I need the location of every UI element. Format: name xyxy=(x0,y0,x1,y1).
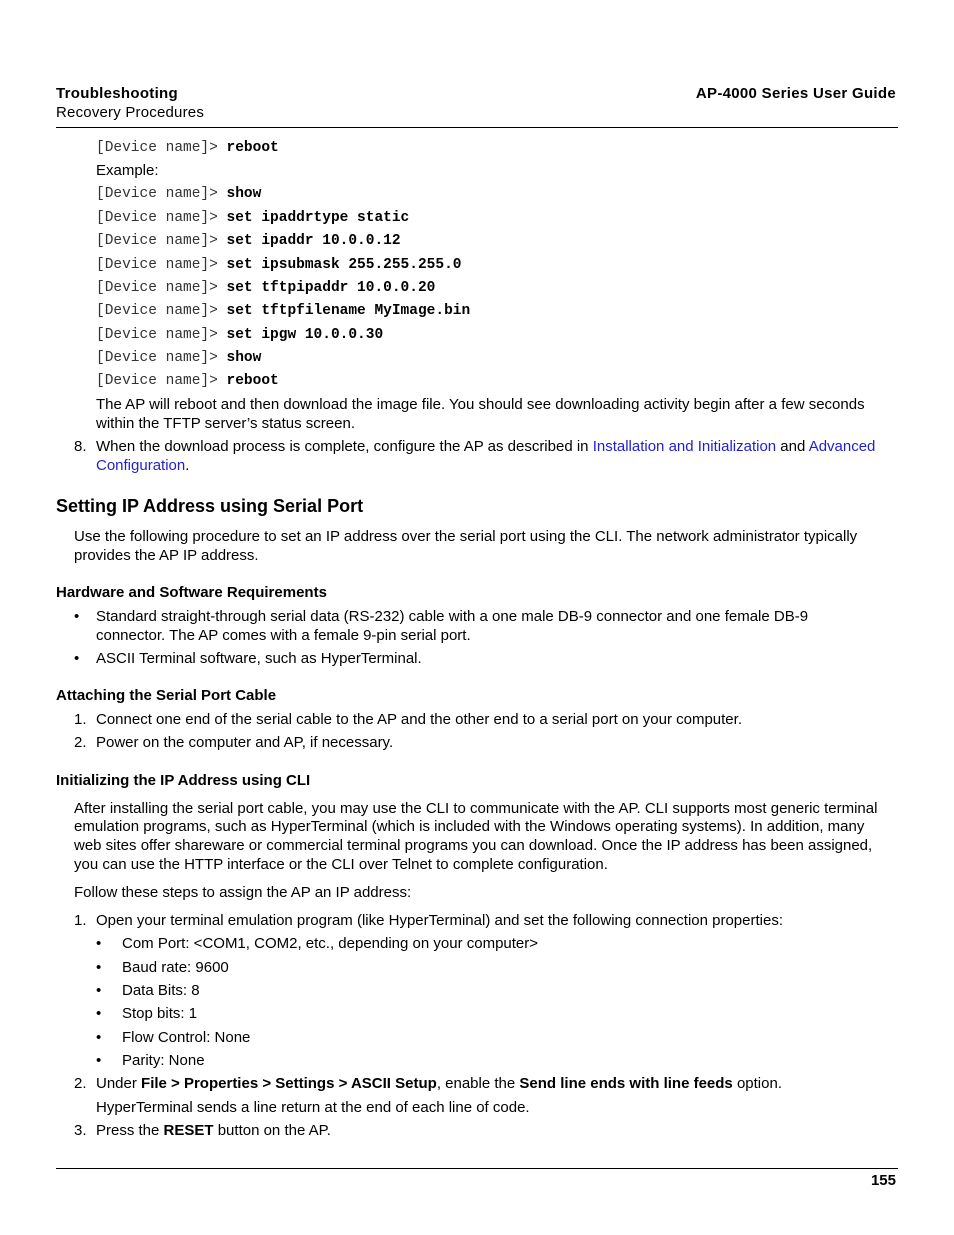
code-line-reboot-top xyxy=(96,140,279,156)
step-number: 2. xyxy=(74,734,87,751)
step3-text-c: button on the AP. xyxy=(213,1122,331,1139)
code-prompt: [Device name]> xyxy=(96,280,218,296)
paragraph-line: After installing the serial port cable, you may use the CLI to communicate with the AP. CLI supports most generic terminal xyxy=(74,800,878,817)
step2-text-a: Under xyxy=(96,1075,142,1092)
bullet: • xyxy=(96,1052,102,1069)
code-command: set tftpfilename MyImage.bin xyxy=(226,303,471,319)
step2-text-c: , enable the xyxy=(436,1075,520,1092)
step-number: 8. xyxy=(74,438,87,455)
subsection-title-hw: Hardware and Software Requirements xyxy=(56,584,327,601)
list-item: Connect one end of the serial cable to the AP and the other end to a serial port on your computer. xyxy=(96,711,742,728)
code-prompt: [Device name]> xyxy=(96,303,218,319)
list-item xyxy=(96,1075,782,1092)
step3-text-a: Press the xyxy=(96,1122,164,1139)
paragraph-line: you can use the HTTP interface or the CLI over Telnet to complete configuration. xyxy=(74,856,608,873)
paragraph-line: emulation programs, such as HyperTerminal (which is included with the Windows operating systems). In addition, many xyxy=(74,818,865,835)
step8-text xyxy=(96,438,875,455)
header-section: Troubleshooting xyxy=(56,85,178,102)
step-number: 1. xyxy=(74,711,87,728)
bullet: • xyxy=(74,650,80,667)
code-command: set ipaddr 10.0.0.12 xyxy=(226,233,401,249)
bullet: • xyxy=(96,1029,102,1046)
link-installation-initialization[interactable]: Installation and Initialization xyxy=(592,438,777,455)
header-subsection: Recovery Procedures xyxy=(56,104,205,121)
page-number: 155 xyxy=(870,1172,896,1189)
step8-text-cont xyxy=(96,457,189,474)
list-item: Power on the computer and AP, if necessary. xyxy=(96,734,394,751)
bullet: • xyxy=(96,982,102,999)
property-item: Baud rate: 9600 xyxy=(122,959,229,976)
code-prompt: [Device name]> xyxy=(96,233,218,249)
example-label: Example: xyxy=(96,162,159,179)
code-line xyxy=(96,210,409,226)
list-item xyxy=(96,1122,331,1139)
code-command: reboot xyxy=(226,140,279,156)
code-prompt: [Device name]> xyxy=(96,257,218,273)
header-guide-title: AP-4000 Series User Guide xyxy=(695,85,896,102)
code-line xyxy=(96,186,261,202)
property-item: Stop bits: 1 xyxy=(122,1005,198,1022)
step8-text-c: . xyxy=(185,457,190,474)
bullet: • xyxy=(74,608,80,625)
bullet: • xyxy=(96,935,102,952)
code-line xyxy=(96,350,261,366)
list-item: ASCII Terminal software, such as HyperTerminal. xyxy=(96,650,422,667)
code-command: set tftpipaddr 10.0.0.20 xyxy=(226,280,436,296)
code-prompt: [Device name]> xyxy=(96,210,218,226)
paragraph-line: web sites offer shareware or commercial terminal programs you can download. Once the IP address has been assigned, xyxy=(74,837,873,854)
list-item: Standard straight-through serial data (RS-232) cable with a one male DB-9 connector and one female DB-9 xyxy=(96,608,809,625)
code-line xyxy=(96,233,401,249)
reboot-note-line: The AP will reboot and then download the image file. You should see downloading activity begin after a few seconds xyxy=(96,396,865,413)
property-item: Data Bits: 8 xyxy=(122,982,200,999)
step-number: 1. xyxy=(74,912,87,929)
subsection-title-init-cli: Initializing the IP Address using CLI xyxy=(56,772,311,789)
property-item: Parity: None xyxy=(122,1052,205,1069)
code-prompt: [Device name]> xyxy=(96,350,218,366)
code-command: show xyxy=(226,350,262,366)
header-rule xyxy=(56,127,898,128)
step8-text-a: When the download process is complete, configure the AP as described in xyxy=(96,438,593,455)
code-command: set ipaddrtype static xyxy=(226,210,410,226)
code-line xyxy=(96,303,470,319)
subsection-title-attach: Attaching the Serial Port Cable xyxy=(56,687,277,704)
option-name: Send line ends with line feeds xyxy=(519,1075,733,1092)
code-prompt: [Device name]> xyxy=(96,186,218,202)
code-line xyxy=(96,327,383,343)
section-intro-line: provides the AP IP address. xyxy=(74,547,259,564)
list-item: Open your terminal emulation program (like HyperTerminal) and set the following connection properties: xyxy=(96,912,783,929)
code-line xyxy=(96,373,279,389)
step2-note: HyperTerminal sends a line return at the end of each line of code. xyxy=(96,1099,530,1116)
code-command: set ipsubmask 255.255.255.0 xyxy=(226,257,462,273)
footer-rule xyxy=(56,1168,898,1169)
menu-path: File > Properties > Settings > ASCII Setup xyxy=(141,1075,437,1092)
property-item: Com Port: <COM1, COM2, etc., depending on your computer> xyxy=(122,935,539,952)
code-line xyxy=(96,257,461,273)
section-intro-line: Use the following procedure to set an IP address over the serial port using the CLI. The network administrator typically xyxy=(74,528,858,545)
bullet: • xyxy=(96,1005,102,1022)
code-prompt: [Device name]> xyxy=(96,140,218,156)
code-line xyxy=(96,280,435,296)
list-item-cont: connector. The AP comes with a female 9-pin serial port. xyxy=(96,627,471,644)
code-prompt: [Device name]> xyxy=(96,373,218,389)
reset-button-label: RESET xyxy=(163,1122,214,1139)
section-title: Setting IP Address using Serial Port xyxy=(56,496,364,516)
code-prompt: [Device name]> xyxy=(96,327,218,343)
paragraph-line: Follow these steps to assign the AP an IP address: xyxy=(74,884,412,901)
reboot-note-line: within the TFTP server’s status screen. xyxy=(96,415,355,432)
property-item: Flow Control: None xyxy=(122,1029,251,1046)
step8-text-b: and xyxy=(776,438,809,455)
step-number: 3. xyxy=(74,1122,87,1139)
code-command: set ipgw 10.0.0.30 xyxy=(226,327,384,343)
code-command: show xyxy=(226,186,262,202)
bullet: • xyxy=(96,959,102,976)
link-advanced-configuration-cont[interactable]: Configuration xyxy=(96,457,186,474)
code-command: reboot xyxy=(226,373,279,389)
step-number: 2. xyxy=(74,1075,87,1092)
link-advanced-configuration[interactable]: Advanced xyxy=(808,438,876,455)
step2-text-e: option. xyxy=(732,1075,782,1092)
